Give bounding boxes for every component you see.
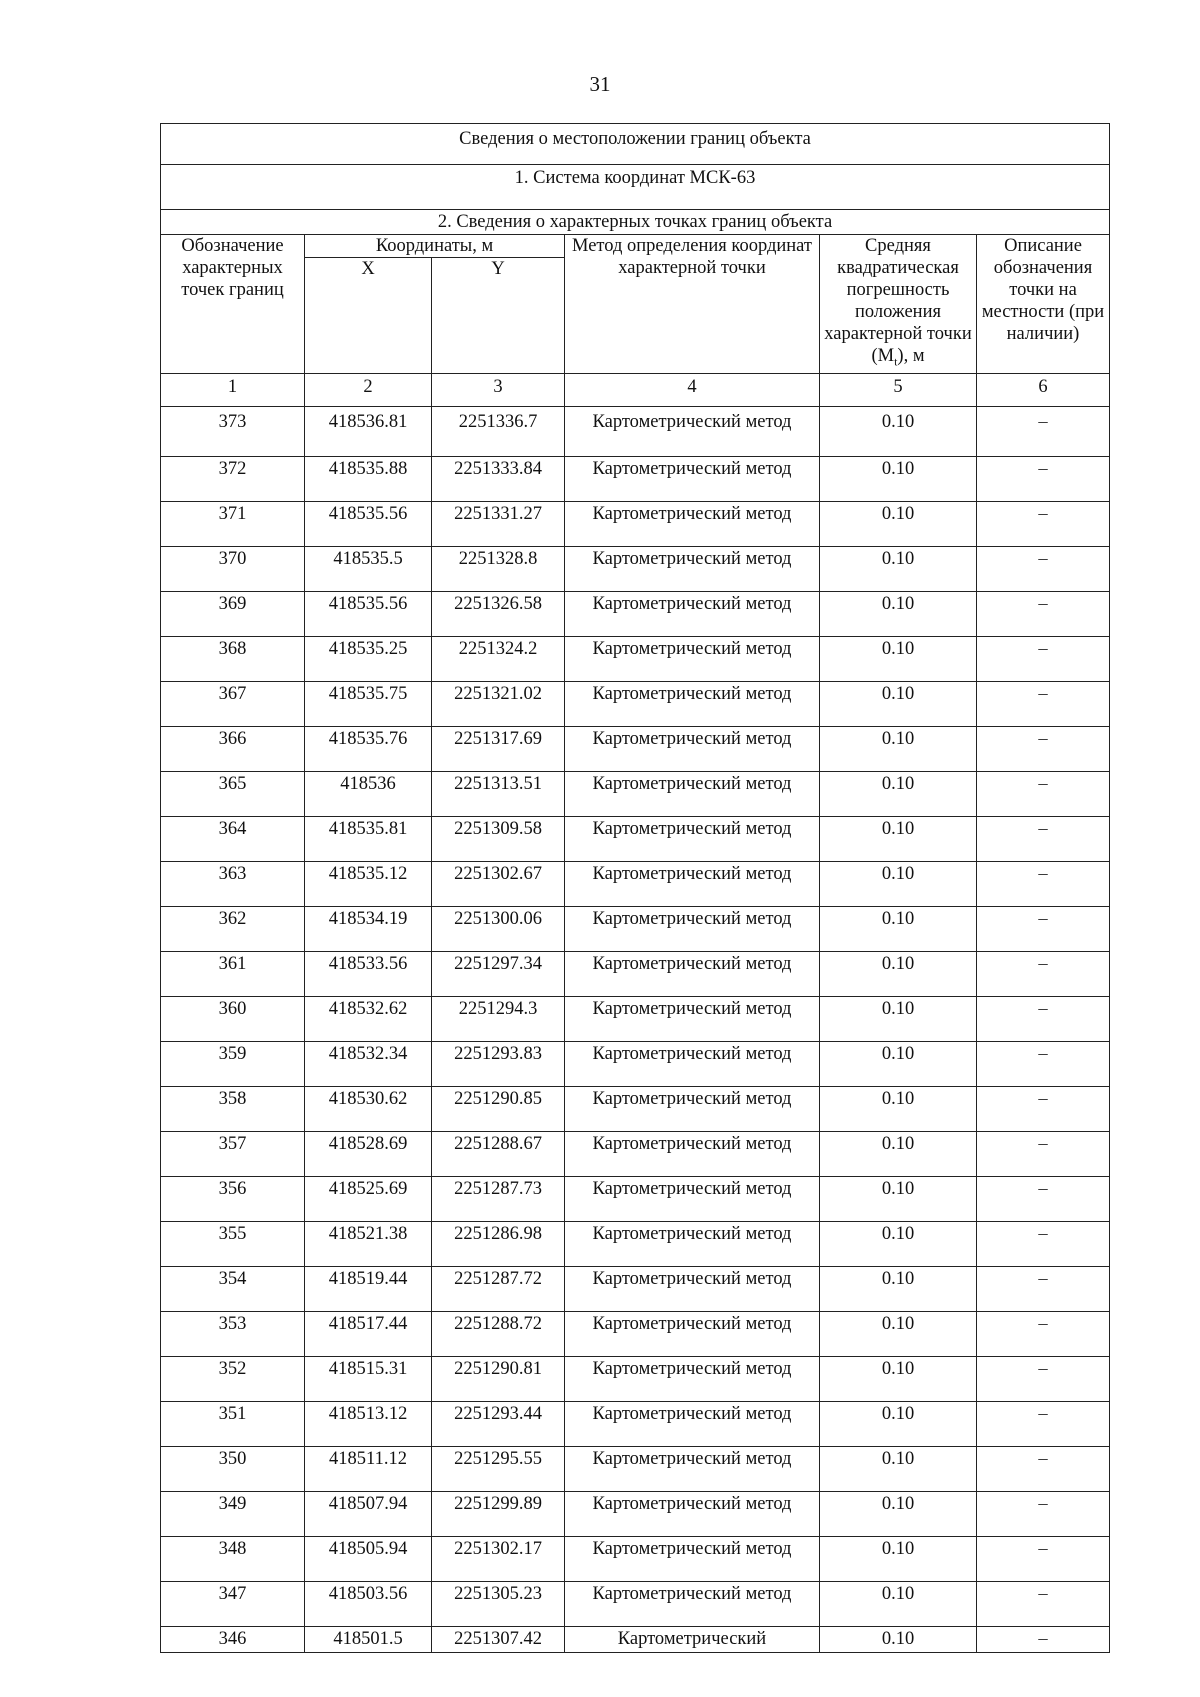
description-cell: –	[977, 1581, 1110, 1626]
table-row	[161, 816, 1110, 861]
x-coordinate-cell: 418535.76	[305, 726, 432, 771]
description-cell: –	[977, 726, 1110, 771]
header-method: Метод определения координат характерной точки	[565, 235, 820, 374]
y-coordinate-cell: 2251290.81	[432, 1356, 565, 1401]
description-cell: –	[977, 1626, 1110, 1652]
table-row	[161, 1446, 1110, 1491]
y-coordinate-cell: 2251299.89	[432, 1491, 565, 1536]
x-coordinate-cell: 418528.69	[305, 1131, 432, 1176]
error-cell: 0.10	[820, 681, 977, 726]
x-coordinate-cell: 418535.12	[305, 861, 432, 906]
column-number-5: 5	[820, 373, 977, 406]
point-cell: 353	[161, 1311, 305, 1356]
method-cell: Картометрический метод	[565, 681, 820, 726]
error-cell: 0.10	[820, 1356, 977, 1401]
x-coordinate-cell: 418535.88	[305, 456, 432, 501]
point-cell: 361	[161, 951, 305, 996]
y-coordinate-cell: 2251302.17	[432, 1536, 565, 1581]
x-coordinate-cell: 418513.12	[305, 1401, 432, 1446]
description-cell: –	[977, 591, 1110, 636]
error-cell: 0.10	[820, 816, 977, 861]
method-cell: Картометрический метод	[565, 636, 820, 681]
x-coordinate-cell: 418511.12	[305, 1446, 432, 1491]
description-cell: –	[977, 681, 1110, 726]
description-cell: –	[977, 1401, 1110, 1446]
x-coordinate-cell: 418507.94	[305, 1491, 432, 1536]
header-error: Средняя квадратическая погрешность положения характерной точки $(M_t)$, м	[820, 235, 977, 374]
error-cell: 0.10	[820, 1041, 977, 1086]
x-coordinate-cell: 418505.94	[305, 1536, 432, 1581]
point-cell: 373	[161, 406, 305, 456]
description-cell: –	[977, 861, 1110, 906]
point-cell: 347	[161, 1581, 305, 1626]
table-row	[161, 456, 1110, 501]
method-cell: Картометрический	[565, 1626, 820, 1652]
x-coordinate-cell: 418533.56	[305, 951, 432, 996]
y-coordinate-cell: 2251288.72	[432, 1311, 565, 1356]
point-cell: 369	[161, 591, 305, 636]
point-cell: 351	[161, 1401, 305, 1446]
method-cell: Картометрический метод	[565, 1581, 820, 1626]
method-cell: Картометрический метод	[565, 996, 820, 1041]
error-cell: 0.10	[820, 1266, 977, 1311]
table-row	[161, 1311, 1110, 1356]
method-cell: Картометрический метод	[565, 951, 820, 996]
y-coordinate-cell: 2251293.44	[432, 1401, 565, 1446]
table-row	[161, 1041, 1110, 1086]
y-coordinate-cell: 2251288.67	[432, 1131, 565, 1176]
description-cell: –	[977, 406, 1110, 456]
description-cell: –	[977, 1536, 1110, 1581]
column-number-2: 2	[305, 373, 432, 406]
description-cell: –	[977, 456, 1110, 501]
y-coordinate-cell: 2251336.7	[432, 406, 565, 456]
description-cell: –	[977, 771, 1110, 816]
point-cell: 354	[161, 1266, 305, 1311]
point-cell: 364	[161, 816, 305, 861]
x-coordinate-cell: 418517.44	[305, 1311, 432, 1356]
x-coordinate-cell: 418535.81	[305, 816, 432, 861]
column-number-4: 4	[565, 373, 820, 406]
y-coordinate-cell: 2251286.98	[432, 1221, 565, 1266]
method-cell: Картометрический метод	[565, 771, 820, 816]
description-cell: –	[977, 951, 1110, 996]
table-row	[161, 906, 1110, 951]
point-cell: 360	[161, 996, 305, 1041]
x-coordinate-cell: 418532.34	[305, 1041, 432, 1086]
description-cell: –	[977, 546, 1110, 591]
description-cell: –	[977, 1446, 1110, 1491]
table-row	[161, 636, 1110, 681]
y-coordinate-cell: 2251297.34	[432, 951, 565, 996]
y-coordinate-cell: 2251324.2	[432, 636, 565, 681]
method-cell: Картометрический метод	[565, 546, 820, 591]
header-coordinates: Координаты, м	[305, 235, 565, 258]
method-cell: Картометрический метод	[565, 1446, 820, 1491]
error-cell: 0.10	[820, 1536, 977, 1581]
header-y: Y	[432, 258, 565, 374]
y-coordinate-cell: 2251309.58	[432, 816, 565, 861]
x-coordinate-cell: 418515.31	[305, 1356, 432, 1401]
y-coordinate-cell: 2251300.06	[432, 906, 565, 951]
error-cell: 0.10	[820, 1131, 977, 1176]
method-cell: Картометрический метод	[565, 1266, 820, 1311]
error-cell: 0.10	[820, 636, 977, 681]
y-coordinate-cell: 2251302.67	[432, 861, 565, 906]
description-cell: –	[977, 1311, 1110, 1356]
description-cell: –	[977, 906, 1110, 951]
point-cell: 358	[161, 1086, 305, 1131]
x-coordinate-cell: 418535.56	[305, 591, 432, 636]
y-coordinate-cell: 2251326.58	[432, 591, 565, 636]
y-coordinate-cell: 2251321.02	[432, 681, 565, 726]
x-coordinate-cell: 418536.81	[305, 406, 432, 456]
y-coordinate-cell: 2251305.23	[432, 1581, 565, 1626]
coordinate-system: 1. Система координат МСК-63	[161, 165, 1110, 210]
x-coordinate-cell: 418530.62	[305, 1086, 432, 1131]
x-coordinate-cell: 418519.44	[305, 1266, 432, 1311]
x-coordinate-cell: 418535.56	[305, 501, 432, 546]
point-cell: 355	[161, 1221, 305, 1266]
x-coordinate-cell: 418536	[305, 771, 432, 816]
point-cell: 362	[161, 906, 305, 951]
x-coordinate-cell: 418503.56	[305, 1581, 432, 1626]
point-cell: 371	[161, 501, 305, 546]
table-row	[161, 1491, 1110, 1536]
description-cell: –	[977, 1221, 1110, 1266]
method-cell: Картометрический метод	[565, 816, 820, 861]
table-row	[161, 1626, 1110, 1652]
x-coordinate-cell: 418535.25	[305, 636, 432, 681]
table-row	[161, 406, 1110, 456]
table-row	[161, 726, 1110, 771]
error-cell: 0.10	[820, 1221, 977, 1266]
method-cell: Картометрический метод	[565, 1401, 820, 1446]
description-cell: –	[977, 501, 1110, 546]
table-row	[161, 771, 1110, 816]
point-cell: 367	[161, 681, 305, 726]
description-cell: –	[977, 1041, 1110, 1086]
table-row	[161, 1536, 1110, 1581]
error-cell: 0.10	[820, 1446, 977, 1491]
table-row	[161, 951, 1110, 996]
point-cell: 348	[161, 1536, 305, 1581]
error-cell: 0.10	[820, 951, 977, 996]
table-title: Сведения о местоположении границ объекта	[161, 124, 1110, 165]
table-row	[161, 681, 1110, 726]
point-cell: 363	[161, 861, 305, 906]
point-cell: 356	[161, 1176, 305, 1221]
point-cell: 359	[161, 1041, 305, 1086]
method-cell: Картометрический метод	[565, 726, 820, 771]
table-row	[161, 1221, 1110, 1266]
y-coordinate-cell: 2251293.83	[432, 1041, 565, 1086]
table-row	[161, 1401, 1110, 1446]
description-cell: –	[977, 1086, 1110, 1131]
y-coordinate-cell: 2251287.72	[432, 1266, 565, 1311]
error-cell: 0.10	[820, 1581, 977, 1626]
error-cell: 0.10	[820, 1491, 977, 1536]
table-row	[161, 501, 1110, 546]
column-number-1: 1	[161, 373, 305, 406]
section-heading: 2. Сведения о характерных точках границ объекта	[161, 210, 1110, 235]
method-cell: Картометрический метод	[565, 1356, 820, 1401]
method-cell: Картометрический метод	[565, 591, 820, 636]
y-coordinate-cell: 2251317.69	[432, 726, 565, 771]
point-cell: 350	[161, 1446, 305, 1491]
method-cell: Картометрический метод	[565, 1221, 820, 1266]
table-row	[161, 861, 1110, 906]
point-cell: 349	[161, 1491, 305, 1536]
error-cell: 0.10	[820, 1311, 977, 1356]
point-cell: 366	[161, 726, 305, 771]
boundary-points-table	[160, 123, 1110, 1653]
error-cell: 0.10	[820, 906, 977, 951]
point-cell: 368	[161, 636, 305, 681]
y-coordinate-cell: 2251287.73	[432, 1176, 565, 1221]
table-row	[161, 546, 1110, 591]
error-cell: 0.10	[820, 1626, 977, 1652]
column-number-3: 3	[432, 373, 565, 406]
method-cell: Картометрический метод	[565, 1311, 820, 1356]
error-cell: 0.10	[820, 501, 977, 546]
y-coordinate-cell: 2251333.84	[432, 456, 565, 501]
error-cell: 0.10	[820, 1086, 977, 1131]
x-coordinate-cell: 418525.69	[305, 1176, 432, 1221]
point-cell: 372	[161, 456, 305, 501]
y-coordinate-cell: 2251307.42	[432, 1626, 565, 1652]
error-cell: 0.10	[820, 771, 977, 816]
point-cell: 365	[161, 771, 305, 816]
table-row	[161, 1086, 1110, 1131]
error-cell: 0.10	[820, 456, 977, 501]
description-cell: –	[977, 996, 1110, 1041]
point-cell: 346	[161, 1626, 305, 1652]
point-cell: 370	[161, 546, 305, 591]
error-cell: 0.10	[820, 861, 977, 906]
header-description: Описание обозначения точки на местности (при наличии)	[977, 235, 1110, 374]
method-cell: Картометрический метод	[565, 406, 820, 456]
table-row	[161, 1356, 1110, 1401]
header-x: X	[305, 258, 432, 374]
description-cell: –	[977, 1491, 1110, 1536]
x-coordinate-cell: 418535.75	[305, 681, 432, 726]
description-cell: –	[977, 1176, 1110, 1221]
column-number-6: 6	[977, 373, 1110, 406]
method-cell: Картометрический метод	[565, 501, 820, 546]
table-row	[161, 1131, 1110, 1176]
error-cell: 0.10	[820, 406, 977, 456]
table-row	[161, 591, 1110, 636]
y-coordinate-cell: 2251313.51	[432, 771, 565, 816]
description-cell: –	[977, 636, 1110, 681]
table-row	[161, 1176, 1110, 1221]
point-cell: 352	[161, 1356, 305, 1401]
description-cell: –	[977, 1266, 1110, 1311]
x-coordinate-cell: 418534.19	[305, 906, 432, 951]
error-cell: 0.10	[820, 591, 977, 636]
description-cell: –	[977, 816, 1110, 861]
method-cell: Картометрический метод	[565, 1176, 820, 1221]
error-cell: 0.10	[820, 1401, 977, 1446]
y-coordinate-cell: 2251294.3	[432, 996, 565, 1041]
method-cell: Картометрический метод	[565, 1491, 820, 1536]
error-cell: 0.10	[820, 1176, 977, 1221]
header-point: Обозначение характерных точек границ	[161, 235, 305, 374]
y-coordinate-cell: 2251290.85	[432, 1086, 565, 1131]
description-cell: –	[977, 1131, 1110, 1176]
method-cell: Картометрический метод	[565, 906, 820, 951]
method-cell: Картометрический метод	[565, 1536, 820, 1581]
method-cell: Картометрический метод	[565, 456, 820, 501]
table-row	[161, 1266, 1110, 1311]
point-cell: 357	[161, 1131, 305, 1176]
y-coordinate-cell: 2251328.8	[432, 546, 565, 591]
description-cell: –	[977, 1356, 1110, 1401]
table-row	[161, 996, 1110, 1041]
error-cell: 0.10	[820, 546, 977, 591]
method-cell: Картометрический метод	[565, 861, 820, 906]
x-coordinate-cell: 418501.5	[305, 1626, 432, 1652]
method-cell: Картометрический метод	[565, 1041, 820, 1086]
error-cell: 0.10	[820, 726, 977, 771]
page-number: 31	[589, 72, 611, 96]
x-coordinate-cell: 418532.62	[305, 996, 432, 1041]
x-coordinate-cell: 418521.38	[305, 1221, 432, 1266]
y-coordinate-cell: 2251295.55	[432, 1446, 565, 1491]
method-cell: Картометрический метод	[565, 1086, 820, 1131]
method-cell: Картометрический метод	[565, 1131, 820, 1176]
x-coordinate-cell: 418535.5	[305, 546, 432, 591]
y-coordinate-cell: 2251331.27	[432, 501, 565, 546]
table-row	[161, 1581, 1110, 1626]
error-cell: 0.10	[820, 996, 977, 1041]
